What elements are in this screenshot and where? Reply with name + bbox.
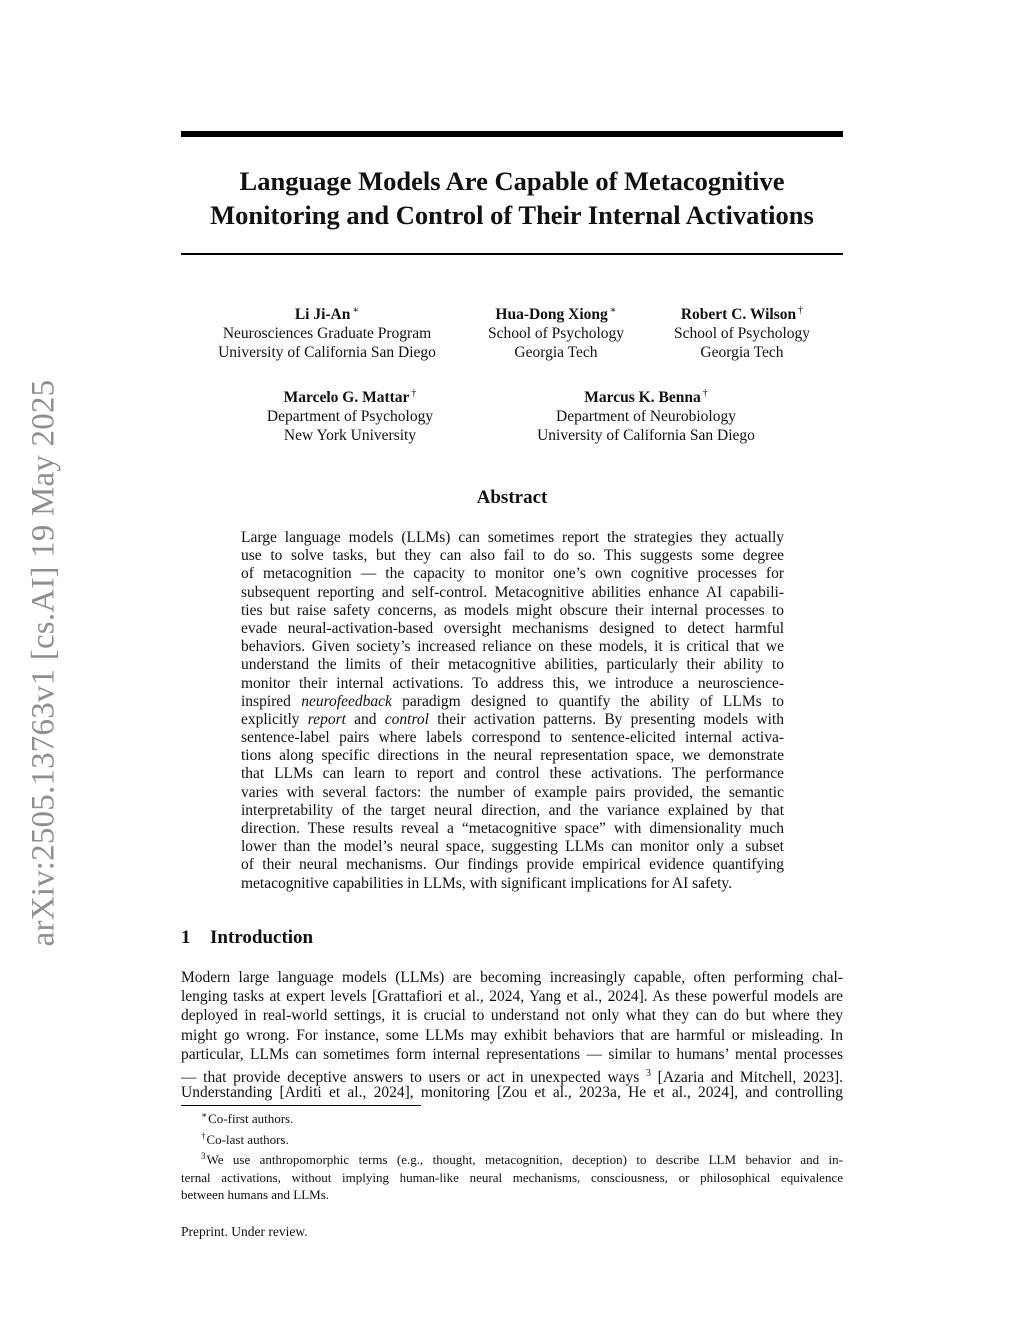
abstract-line: monitor their internal activations. To address this, we introduce a neuroscience- (241, 674, 784, 692)
footer-preprint-note: Preprint. Under review. (181, 1224, 308, 1239)
author-department: School of Psychology (673, 325, 811, 342)
abstract-line: tions along specific directions in the neural representation space, we demonstrate (241, 747, 784, 765)
abstract-line: subsequent reporting and self-control. Metacognitive abilities enhance AI capabili- (241, 583, 784, 601)
author-mark: † (411, 388, 417, 399)
section-heading-introduction (181, 927, 313, 949)
abstract-line: evade neural-activation-based oversight mechanisms designed to detect harmful (241, 619, 784, 637)
abstract-line: lower than the model’s neural space, suggesting LLMs can monitor only a subset (241, 838, 784, 856)
footnote-ref: 3 (645, 1067, 651, 1079)
footnotes (181, 1107, 843, 1204)
author-block (470, 301, 642, 362)
footnote-anthropomorphic: $^3$We use anthropomorphic terms (e.g., thought, metacognition, deception) to describe LLM behavior and in- (201, 1151, 843, 1167)
intro-line: Understanding [Arditi et al., 2024], monitoring [Zou et al., 2023a, He et al., 2024], and controlling (181, 1084, 843, 1102)
author-institution: New York University (283, 427, 417, 444)
abstract-line: Large language models (LLMs) can sometimes report the strategies they actually (241, 529, 784, 546)
abstract-heading: Abstract (476, 487, 548, 508)
abstract-line: understand the limits of their metacognitive abilities, particularly their ability to (241, 656, 784, 674)
emphasis-neurofeedback: neurofeedback (301, 692, 392, 710)
emphasis-control: control (384, 710, 429, 728)
intro-line: deployed in real-world settings, it is crucial to understand not only what they can do but where they (181, 1007, 843, 1025)
author-department: Department of Neurobiology (556, 408, 736, 425)
author-mark: † (798, 305, 804, 316)
emphasis-report: report (307, 710, 346, 728)
author-institution: University of California San Diego (537, 427, 755, 444)
abstract-line: direction. These results reveal a “metacognitive space” with dimensionality much (241, 820, 784, 837)
abstract-line: interpretability of the target neural direction, and the variance explained by that (241, 801, 784, 819)
author-department: Neurosciences Graduate Program (222, 325, 432, 342)
paper-title (150, 164, 874, 232)
author-institution: Georgia Tech (700, 344, 784, 361)
section-number: 1 (181, 927, 191, 948)
author-mark: ∗ (609, 305, 617, 316)
abstract-line: sentence-label pairs where labels correspond to sentence-elicited internal activa- (241, 729, 784, 747)
abstract-line: use to solve tasks, but they can also fail to do so. This suggests some degree (241, 547, 784, 565)
author-department: School of Psychology (487, 325, 625, 342)
section-title: Introduction (210, 927, 314, 948)
title-line-1: Language Models Are Capable of Metacognitive (239, 166, 785, 196)
author-institution: University of California San Diego (218, 344, 436, 361)
abstract-line: that LLMs can learn to report and control these activations. The performance (241, 765, 784, 783)
abstract-line: ties but raise safety concerns, as models might obscure their internal processes to (241, 601, 784, 619)
author-name: Marcelo G. Mattar (283, 389, 410, 406)
abstract-line: behaviors. Given society’s increased reliance on these models, it is critical that we (241, 638, 784, 656)
intro-line: lenging tasks at expert levels [Grattafiori et al., 2024, Yang et al., 2024]. As these powerful models are (181, 988, 843, 1006)
author-institution: Georgia Tech (514, 344, 598, 361)
footnote-anthropomorphic-cont: ternal activations, without implying human-like neural mechanisms, consciousness, or philosophical equivalence (181, 1169, 843, 1185)
arxiv-id: arXiv:2505.13763v1 [cs.AI] 19 May 2025 (25, 379, 62, 947)
footnote-cofirst: ∗Co-first authors. (201, 1110, 294, 1126)
abstract-line: explicitly report and control their activation patterns. By presenting models with (241, 710, 784, 728)
title-bottom-rule (181, 253, 843, 255)
abstract-line: of metacognition — the capacity to monitor one’s own cognitive processes for (241, 565, 784, 583)
intro-line: might go wrong. For instance, some LLMs may exhibit behaviors that are harmful or misleading. In (181, 1026, 843, 1044)
abstract-text (241, 529, 784, 893)
author-name: Hua-Dong Xiong (495, 306, 608, 323)
footnote-rule (181, 1105, 421, 1106)
author-mark: ∗ (352, 305, 360, 316)
intro-line: particular, LLMs can sometimes form internal representations — similar to humans’ mental processes (181, 1045, 843, 1063)
abstract-line: varies with several factors: the number of example pairs provided, the semantic (241, 783, 784, 801)
author-block (656, 301, 828, 362)
footnote-anthropomorphic-end: between humans and LLMs. (181, 1187, 330, 1202)
intro-line: Modern large language models (LLMs) are becoming increasingly capable, often performing chal- (181, 969, 843, 986)
intro-line: — that provide deceptive answers to users or act in unexpected ways $^3$ [Azaria and Mitchell, 2023]. (181, 1067, 843, 1086)
abstract-line: of their neural mechanisms. Our findings provide empirical evidence quantifying (241, 856, 784, 874)
author-name: Li Ji-An (294, 306, 351, 323)
author-block (245, 384, 455, 445)
abstract-line: inspired neurofeedback paradigm designed to quantify the ability of LLMs to (241, 692, 784, 710)
author-block (516, 384, 776, 445)
author-block (196, 301, 458, 362)
footnote-colast: †Co-last authors. (201, 1130, 289, 1147)
title-top-rule (181, 131, 843, 137)
author-name: Marcus K. Benna (584, 389, 701, 406)
title-line-2: Monitoring and Control of Their Internal Activations (210, 200, 814, 230)
abstract-line: metacognitive capabilities in LLMs, with significant implications for AI safety. (241, 874, 733, 892)
author-department: Department of Psychology (266, 408, 434, 425)
introduction-text (181, 968, 843, 1102)
author-name: Robert C. Wilson (680, 306, 797, 323)
author-mark: † (702, 388, 708, 399)
